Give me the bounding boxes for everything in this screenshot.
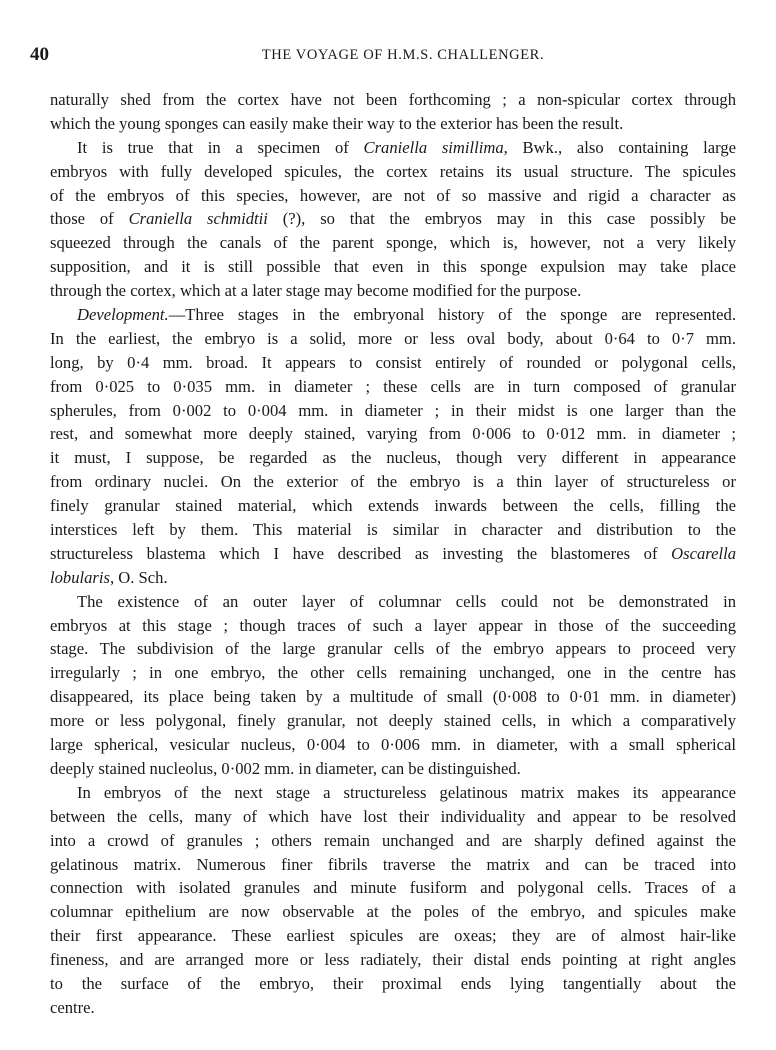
text-line: [50, 685, 736, 709]
text-segment: long, by 0·4 mm. broad. It appears to consist entirely of rounded or polygonal cells,: [50, 352, 736, 372]
italic-text: Craniella simillima: [363, 137, 504, 157]
text-segment: , Bwk., also containing large: [503, 137, 736, 157]
italic-text: Development.: [77, 305, 169, 325]
running-title: THE VOYAGE OF H.M.S. CHALLENGER.: [261, 47, 545, 63]
text-line: [50, 518, 736, 542]
text-line: [50, 637, 736, 661]
page-header: [30, 44, 736, 68]
page-number: 40: [30, 44, 49, 65]
text-segment: disappeared, its place being taken by a multitude of small (0·008 to 0·01 mm. in diameter): [50, 687, 736, 707]
text-segment: between the cells, many of which have lost their individuality and appear to be resolved: [50, 806, 736, 826]
text-segment: The existence of an outer layer of columnar cells could not be demonstrated in: [77, 591, 736, 611]
text-segment: naturally shed from the cortex have not been forthcoming ; a non-spicular cortex through: [50, 90, 736, 109]
text-line: [50, 207, 736, 231]
text-segment: through the cortex, which at a later stage may become modified for the purpose.: [50, 281, 582, 301]
text-line: [50, 231, 736, 255]
text-line: [50, 112, 736, 136]
text-line: [50, 422, 736, 446]
italic-text: Craniella schmidtii: [128, 209, 268, 229]
text-line: [50, 566, 736, 590]
text-line: [50, 88, 736, 112]
text-segment: It is true that in a specimen of: [77, 137, 364, 157]
text-line: [50, 876, 736, 900]
text-line: [50, 446, 736, 470]
text-line: [50, 351, 736, 375]
paragraph: [50, 781, 736, 1020]
text-segment: —Three stages in the embryonal history of the sponge are represented.: [168, 305, 736, 325]
text-line: [50, 399, 736, 423]
text-line: [50, 733, 736, 757]
text-line: [50, 160, 736, 184]
text-line: [50, 661, 736, 685]
text-line: [50, 829, 736, 853]
text-segment: stage. The subdivision of the large granular cells of the embryo appears to proceed very: [50, 639, 736, 659]
text-segment: centre.: [50, 997, 95, 1017]
text-line: [50, 805, 736, 829]
text-line: [50, 303, 736, 327]
paragraph: [50, 136, 736, 303]
text-line: [50, 470, 736, 494]
text-segment: which the young sponges can easily make their way to the exterior has been the result.: [50, 113, 624, 133]
text-segment: supposition, and it is still possible that even in this sponge expulsion may take place: [50, 257, 736, 277]
text-line: [50, 494, 736, 518]
text-segment: , O. Sch.: [109, 567, 168, 587]
text-segment: interstices left by them. This material is similar in character and distribution to the: [50, 520, 736, 540]
text-segment: rest, and somewhat more deeply stained, varying from 0·006 to 0·012 mm. in diameter ;: [50, 424, 736, 444]
text-segment: of the embryos of this species, however, are not of so massive and rigid a character as: [50, 185, 736, 205]
text-segment: it must, I suppose, be regarded as the nucleus, though very different in appearance: [50, 448, 736, 468]
text-line: [50, 972, 736, 996]
italic-text: Oscarella: [671, 543, 736, 563]
text-segment: embryos with fully developed spicules, the cortex retains its usual structure. The spicules: [50, 161, 736, 181]
text-line: [50, 757, 736, 781]
paragraph: [50, 303, 736, 590]
text-segment: those of: [50, 209, 129, 229]
text-line: [50, 781, 736, 805]
text-segment: deeply stained nucleolus, 0·002 mm. in diameter, can be distinguished.: [50, 758, 521, 778]
text-segment: from ordinary nuclei. On the exterior of the embryo is a thin layer of structureless or: [50, 472, 736, 492]
text-segment: into a crowd of granules ; others remain unchanged and are sharply defined against the: [50, 830, 736, 850]
text-line: [50, 136, 736, 160]
text-segment: embryos at this stage ; though traces of such a layer appear in those of the succeeding: [50, 615, 736, 635]
text-segment: In the earliest, the embryo is a solid, more or less oval body, about 0·64 to 0·7 mm.: [50, 328, 736, 348]
text-segment: irregularly ; in one embryo, the other cells remaining unchanged, one in the centre has: [50, 663, 736, 683]
text-segment: spherules, from 0·002 to 0·004 mm. in diameter ; in their midst is one larger than the: [50, 400, 736, 420]
paragraph: [50, 590, 736, 781]
text-line: [50, 948, 736, 972]
text-segment: from 0·025 to 0·035 mm. in diameter ; these cells are in turn composed of granular: [50, 376, 736, 396]
text-segment: columnar epithelium are now observable at the poles of the embryo, and spicules make: [50, 902, 736, 922]
text-line: [50, 327, 736, 351]
text-line: [50, 996, 736, 1020]
text-segment: fineness, and are arranged more or less radiately, their distal ends pointing at right angles: [50, 950, 736, 970]
text-line: [50, 255, 736, 279]
text-line: [50, 279, 736, 303]
text-segment: structureless blastema which I have described as investing the blastomeres of: [50, 543, 672, 563]
text-line: [50, 709, 736, 733]
text-segment: to the surface of the embryo, their proximal ends lying tangentially about the: [50, 973, 736, 993]
body-text: [50, 88, 736, 1020]
italic-text: lobularis: [50, 567, 110, 587]
text-line: [50, 614, 736, 638]
text-segment: connection with isolated granules and minute fusiform and polygonal cells. Traces of a: [50, 878, 736, 898]
text-line: [50, 375, 736, 399]
text-segment: In embryos of the next stage a structureless gelatinous matrix makes its appearance: [77, 782, 736, 802]
text-line: [50, 924, 736, 948]
text-line: [50, 853, 736, 877]
text-segment: their first appearance. These earliest spicules are oxeas; they are of almost hair-like: [50, 926, 736, 946]
text-line: [50, 542, 736, 566]
text-segment: (?), so that the embryos may in this case possibly be: [267, 209, 736, 229]
text-segment: finely granular stained material, which extends inwards between the cells, filling the: [50, 496, 736, 516]
text-line: [50, 590, 736, 614]
text-line: [50, 184, 736, 208]
text-segment: gelatinous matrix. Numerous finer fibrils traverse the matrix and can be traced into: [50, 854, 736, 874]
paragraph: [50, 88, 736, 136]
text-segment: squeezed through the canals of the parent sponge, which is, however, not a very likely: [50, 233, 736, 253]
text-segment: large spherical, vesicular nucleus, 0·004 to 0·006 mm. in diameter, with a small spherical: [50, 735, 736, 755]
text-line: [50, 900, 736, 924]
text-segment: more or less polygonal, finely granular, not deeply stained cells, in which a comparatively: [50, 711, 736, 731]
